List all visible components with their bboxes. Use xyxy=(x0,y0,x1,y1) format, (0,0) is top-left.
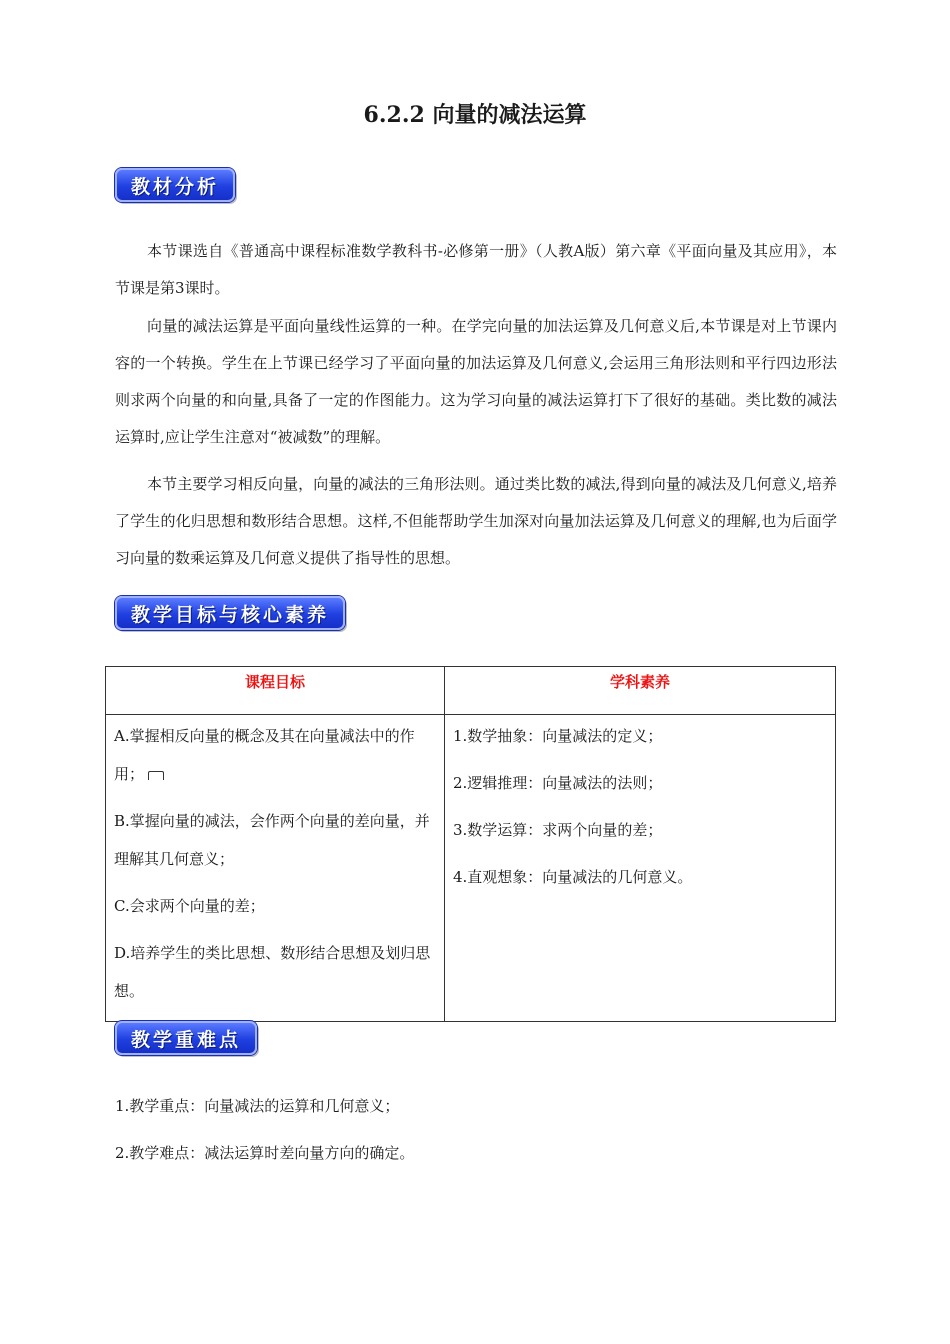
page-title: 6.2.2 向量的减法运算 xyxy=(363,102,587,128)
literacy-item-1: 1.数学抽象：向量减法的定义； xyxy=(453,727,663,745)
goal-item-c: C.会求两个向量的差； xyxy=(114,897,265,915)
keypoint-item-2: 2.教学难点：减法运算时差向量方向的确定。 xyxy=(115,1144,415,1162)
analysis-paragraph-2: 向量的减法运算是平面向量线性运算的一种。在学完向量的加法运算及几何意义后,本节课是对上节课内容的一个转换。学生在上节课已经学习了平面向量的加法运算及几何意义,会运用三角形法则和平行四边形法则求两个向量的和向量,具备了一定的作图能力。这为学习向量的减法运算打下了很好的基础。类比数的减法运算时,应让学生注意对“被减数”的理解。 xyxy=(115,317,837,446)
goal-item-a-text: A.掌握相反向量的概念及其在向量减法中的作用； xyxy=(114,727,415,783)
literacy-item-2: 2.逻辑推理：向量减法的法则； xyxy=(453,774,663,792)
vector-arc-icon xyxy=(148,771,164,780)
keypoint-item-1: 1.教学重点：向量减法的运算和几何意义； xyxy=(115,1097,400,1115)
goal-item-b: B.掌握向量的减法，会作两个向量的差向量，并理解其几何意义； xyxy=(114,812,430,868)
goal-item-d: D.培养学生的类比思想、数形结合思想及划归思想。 xyxy=(114,944,431,1000)
section-heading-objectives: 教学目标与核心素养 xyxy=(115,596,345,630)
analysis-paragraph-3: 本节主要学习相反向量，向量的减法的三角形法则。通过类比数的减法,得到向量的减法及几何意义,培养了学生的化归思想和数形结合思想。这样,不但能帮助学生加深对向量加法运算及几何意义的理解,也为后面学习向量的数乘运算及几何意义提供了指导性的思想。 xyxy=(115,475,837,567)
objectives-table xyxy=(105,666,836,1022)
section-heading-analysis: 教材分析 xyxy=(115,168,235,202)
header-course-goals: 课程目标 xyxy=(106,667,445,715)
table-header-row xyxy=(106,667,836,715)
literacy-item-4: 4.直观想象：向量减法的几何意义。 xyxy=(453,868,693,886)
table-row xyxy=(106,715,836,1022)
literacy-item-3: 3.数学运算：求两个向量的差； xyxy=(453,821,663,839)
header-subject-literacy: 学科素养 xyxy=(445,667,836,715)
subject-literacy-cell xyxy=(445,715,836,1022)
goal-item-a xyxy=(114,717,436,793)
course-goals-cell xyxy=(106,715,445,1022)
section-heading-keypoints: 教学重难点 xyxy=(115,1021,257,1055)
analysis-paragraph-1: 本节课选自《普通高中课程标准数学教科书-必修第一册》（人教A版）第六章《平面向量及其应用》，本节课是第3课时。 xyxy=(115,242,837,297)
